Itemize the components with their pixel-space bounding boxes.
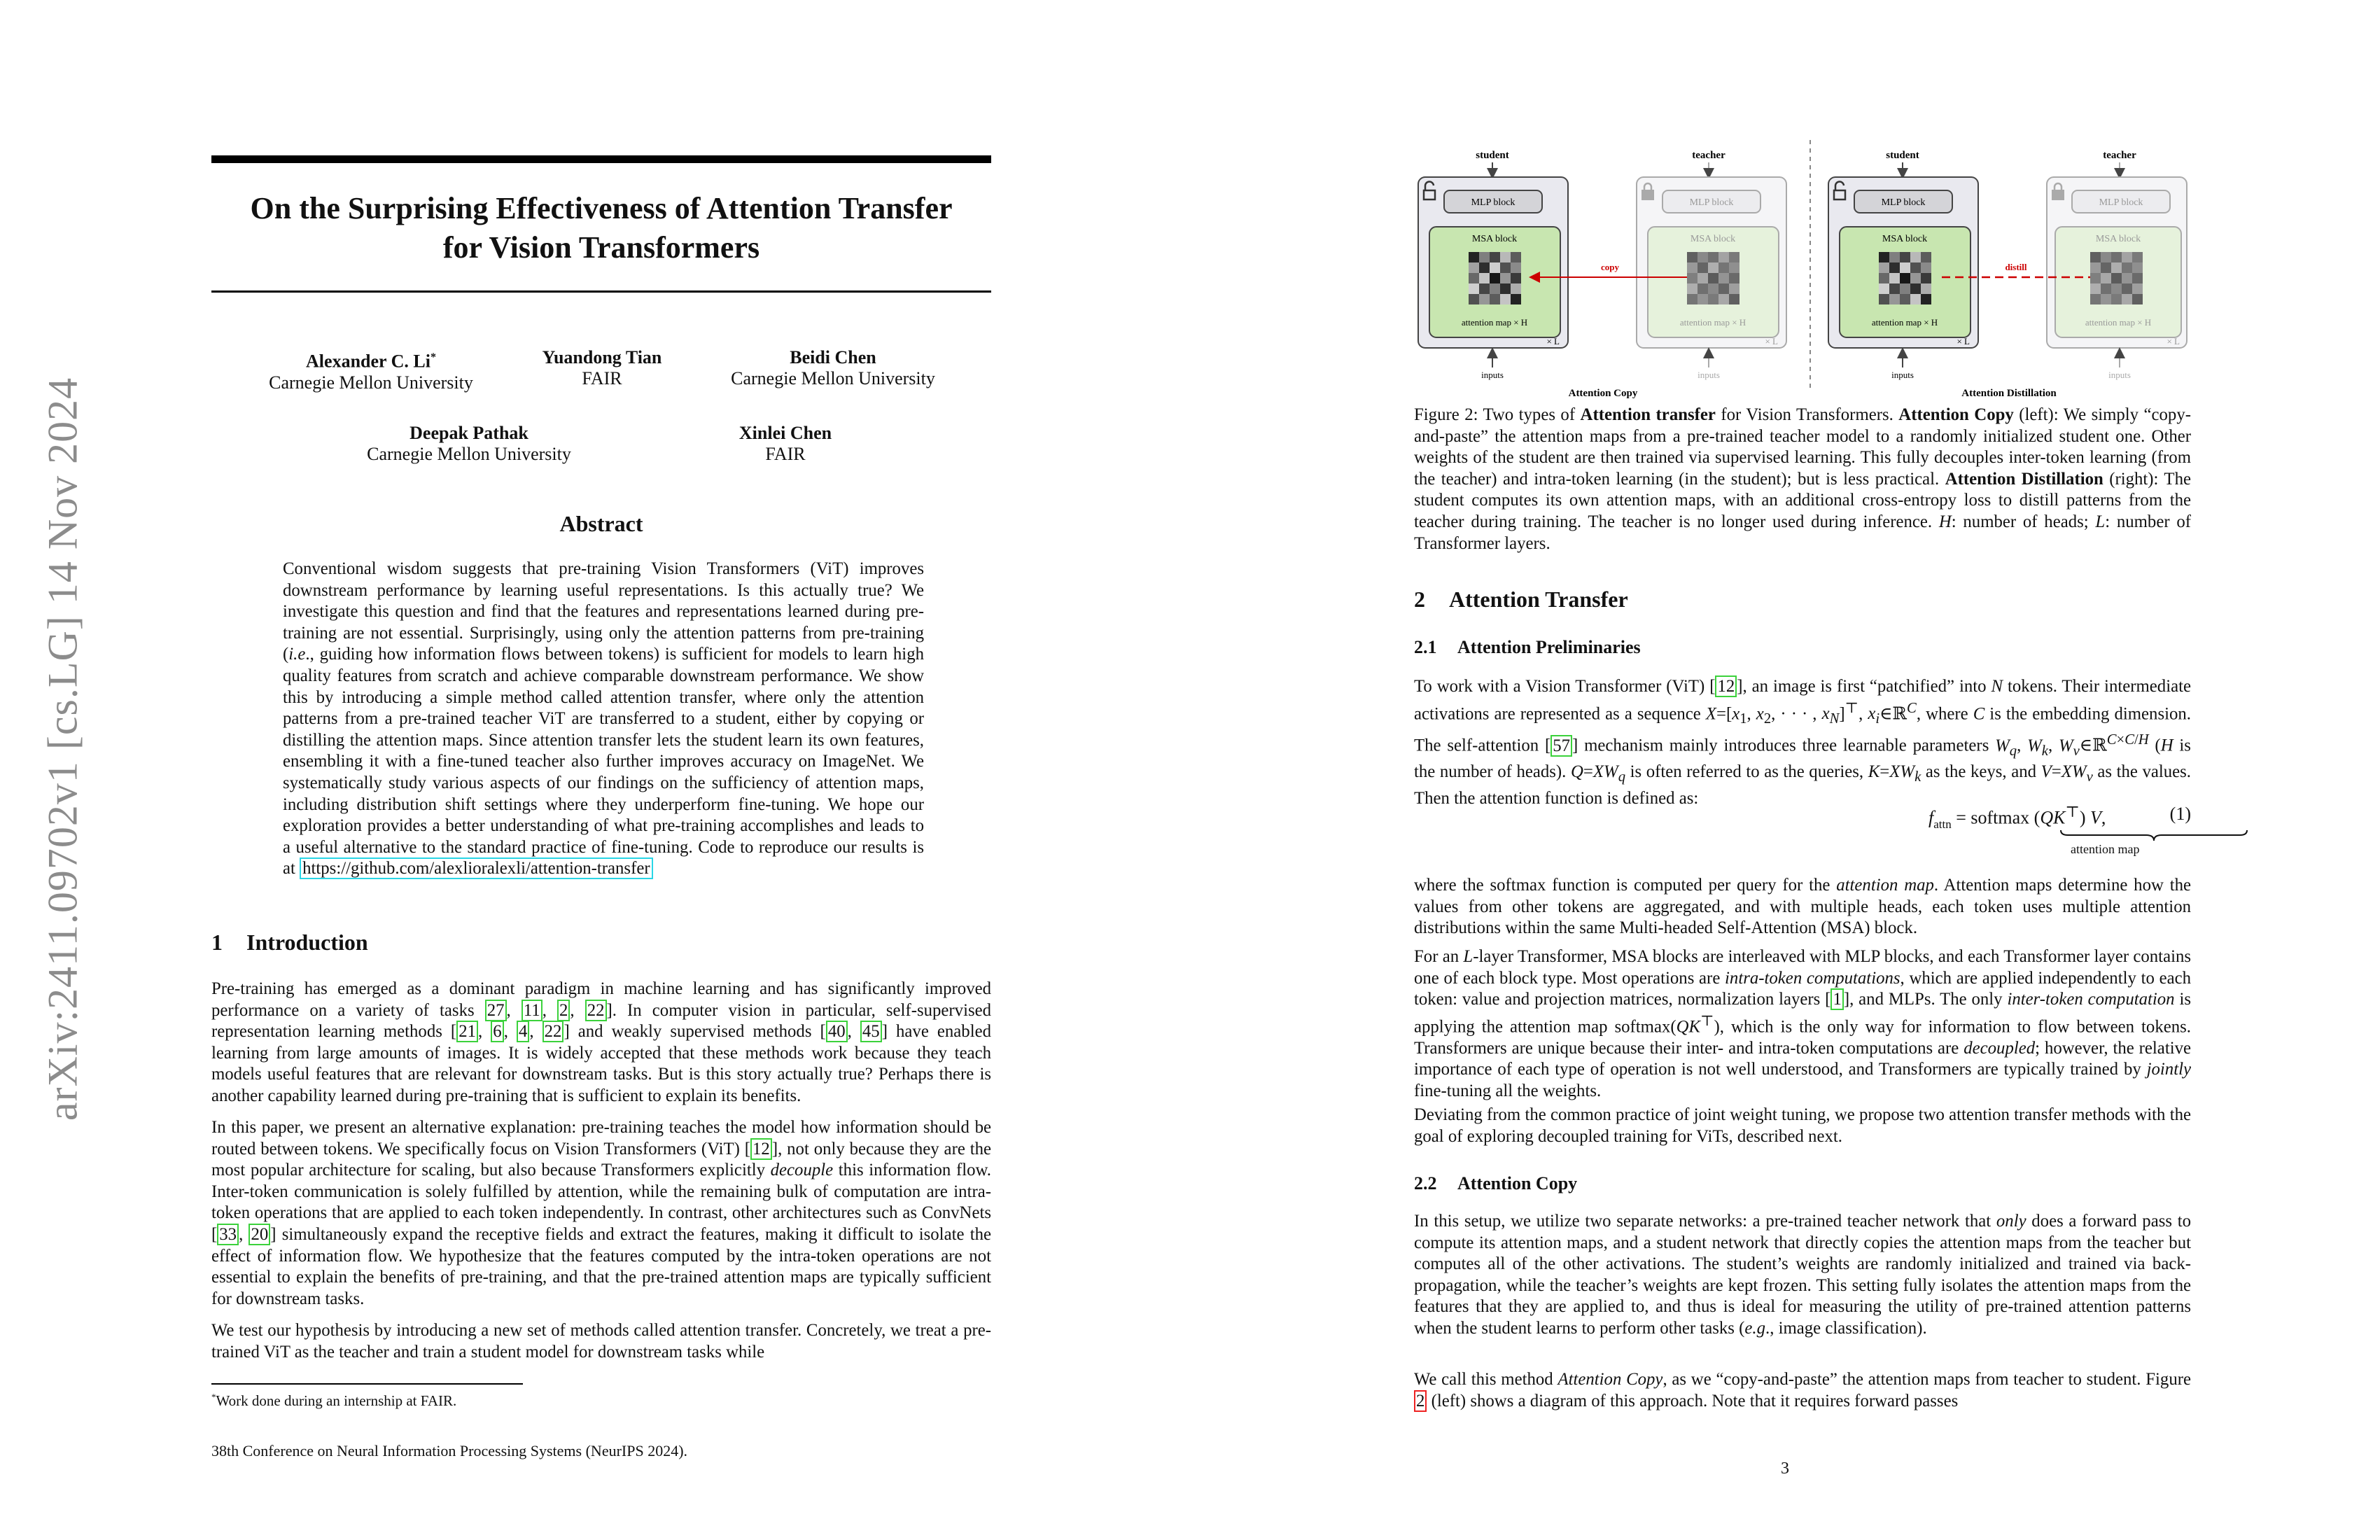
- attention-map-cell: [1511, 284, 1521, 294]
- subsection-heading-preliminaries: [1414, 637, 1641, 658]
- attention-map-cell: [2132, 262, 2143, 273]
- svg-text:attention map × H: attention map × H: [1461, 317, 1528, 328]
- footnote: *Work done during an internship at FAIR.: [211, 1392, 457, 1409]
- subsection-number: 2.2: [1414, 1173, 1437, 1194]
- teacher-attention-map-grid: [2090, 252, 2143, 304]
- section-heading-attention-transfer: [1414, 587, 1628, 612]
- svg-text:MLP block: MLP block: [1881, 197, 1926, 208]
- attention-map-cell: [1879, 252, 1889, 262]
- teacher-label: teacher: [1692, 150, 1726, 161]
- attention-map-cell: [1708, 284, 1718, 294]
- author-block: [693, 347, 973, 389]
- attention-map-cell: [2101, 273, 2111, 284]
- teacher-attention-map-grid: [1687, 252, 1740, 304]
- attention-map-cell: [1910, 294, 1921, 304]
- svg-text:MSA block: MSA block: [1471, 234, 1518, 244]
- svg-text:inputs: inputs: [1698, 370, 1720, 380]
- attention-map-cell: [1729, 273, 1740, 284]
- footnote-rule: [211, 1383, 523, 1385]
- attention-map-cell: [1729, 262, 1740, 273]
- attention-map-cell: [1490, 284, 1500, 294]
- attention-map-cell: [2090, 273, 2101, 284]
- label-attention-copy: Attention Copy: [1568, 388, 1638, 399]
- attention-map-cell: [1718, 262, 1729, 273]
- title-line-1: On the Surprising Effectiveness of Attention Transfer: [250, 191, 953, 225]
- attention-map-cell: [1729, 284, 1740, 294]
- section-heading-introduction: [211, 930, 368, 955]
- author-affiliation: Carnegie Mellon University: [269, 372, 473, 393]
- author-name: Xinlei Chen: [738, 423, 832, 443]
- attention-map-cell: [1708, 273, 1718, 284]
- attention-map-cell: [1900, 284, 1910, 294]
- section-title: Attention Transfer: [1449, 587, 1628, 612]
- svg-text:distill: distill: [2005, 262, 2027, 272]
- figure-2: [1414, 140, 2191, 406]
- attention-map-cell: [1479, 294, 1490, 304]
- attention-map-grid: [1469, 252, 1521, 304]
- attention-map-cell: [1900, 294, 1910, 304]
- equation-1: $f_{attn}$ = softmax (QK⊤) V, attention map (1): [1414, 798, 2191, 861]
- svg-text:× L: × L: [2166, 336, 2180, 346]
- title-bottom-rule: [211, 290, 991, 293]
- author-affiliation: FAIR: [582, 368, 622, 388]
- attention-map-cell: [1708, 262, 1718, 273]
- attention-map-cell: [1479, 273, 1490, 284]
- arxiv-stamp: [28, 377, 98, 1121]
- attention-map-cell: [1490, 273, 1500, 284]
- attention-map-cell: [1490, 294, 1500, 304]
- author-block: [329, 423, 609, 465]
- svg-text:× L: × L: [1956, 336, 1970, 346]
- attention-map-cell: [1687, 252, 1698, 262]
- attention-map-cell: [2111, 262, 2122, 273]
- svg-text:attention map × H: attention map × H: [2085, 317, 2152, 328]
- attention-map-cell: [1500, 284, 1511, 294]
- attention-map-cell: [1698, 273, 1708, 284]
- attention-map-cell: [1889, 273, 1900, 284]
- attention-map-cell: [1490, 262, 1500, 273]
- abstract-heading: Abstract: [559, 511, 643, 536]
- attention-map-cell: [1708, 252, 1718, 262]
- attention-map-paragraph: where the softmax function is computed per query for the attention map. Attention maps determine how the values from other tokens are aggregated, and with multiple heads, each token uses multiple attention distributions within the same Multi-headed Self-Attention (MSA) block.: [1414, 876, 2191, 938]
- attention-map-cell: [2101, 252, 2111, 262]
- author-block: [490, 347, 714, 389]
- attention-map-cell: [2101, 284, 2111, 294]
- abstract-body: Conventional wisdom suggests that pre-training Vision Transformers (ViT) improves downstream performance by learning useful representations. Is this actually true? We investigate this question and find that the features and representations learned during pre-training are not essential. Surprisingly, using only the attention patterns from pre-training (i.e., guiding how information flows between tokens) is sufficient for models to learn high quality features from scratch and achieve comparable downstream performance. We show this by introducing a simple method called attention transfer, where only the attention patterns from a pre-trained teacher ViT are transferred to a student, either by copying or distilling the attention maps. Since attention transfer lets the student learn its own features, ensembling it with a fine-tuned teacher also further improves accuracy on ImageNet. We systematically study various aspects of our findings on the sufficiency of attention maps, including distribution shift settings where they underperform fine-tuning. We hope our exploration provides a better understanding of what pre-training accomplishes and leads to a useful alternative to the standard practice of fine-tuning. Code to reproduce our results is at https://github.com/alexlioralexli/attention-transfer: [283, 559, 924, 878]
- attention-map-cell: [2122, 284, 2132, 294]
- attention-map-cell: [1469, 273, 1479, 284]
- attention-map-cell: [2132, 252, 2143, 262]
- attention-map-cell: [1718, 252, 1729, 262]
- attention-map-cell: [1889, 252, 1900, 262]
- author-name: Beidi Chen: [790, 347, 876, 368]
- panel-attention-distillation: [1828, 150, 2187, 399]
- attention-map-grid: [1879, 252, 1931, 304]
- subsection-number: 2.1: [1414, 637, 1437, 657]
- attention-map-cell: [2101, 294, 2111, 304]
- author-affiliation: FAIR: [765, 444, 806, 464]
- attention-map-cell: [1879, 294, 1889, 304]
- attention-map-cell: [1469, 284, 1479, 294]
- attention-map-cell: [1879, 262, 1889, 273]
- attention-copy-paragraph-2: We call this method Attention Copy, as we “copy-and-paste” the attention maps from teacher to student. Figure 2 (left) shows a diagram of this approach. Note that it requires forward passes: [1414, 1370, 2191, 1410]
- svg-text:MSA block: MSA block: [1882, 234, 1928, 244]
- author-affiliation: Carnegie Mellon University: [367, 444, 571, 464]
- venue-line: 38th Conference on Neural Information Processing Systems (NeurIPS 2024).: [211, 1442, 688, 1460]
- underbrace: [2059, 829, 2248, 841]
- section-number: 2: [1414, 587, 1425, 612]
- subsection-title: Attention Copy: [1457, 1173, 1578, 1194]
- page-number: 3: [1781, 1460, 1789, 1478]
- preliminaries-paragraph: To work with a Vision Transformer (ViT) [ 12 ], an image is first “patchified” into N tokens. Their intermediate activations are represented as a sequence $X=[x_1$, $x_2$, · · · , $x_N]^⊤$, $x_i\in ℝ^C$, where C is the embedding dimension. The self-attention [ 57 ] mechanism mainly introduces three learnable parameters $W_q$, $W_k$, $W_v\in ℝ^{C\times C/H}$ (H is the number of heads). $Q=XW_q$ is often referred to as the queries, $K=XW_k$ as the keys, and $V=XW_v$ as the values. Then the attention function is defined as:: [1414, 677, 2191, 808]
- title-top-rule: [211, 155, 991, 163]
- author-name: Alexander C. Li*: [306, 351, 436, 372]
- subsection-title: Attention Preliminaries: [1457, 637, 1641, 657]
- svg-text:MLP block: MLP block: [1689, 197, 1734, 208]
- attention-map-cell: [1511, 273, 1521, 284]
- svg-text:student: student: [1886, 150, 1919, 161]
- intro-paragraph-3: We test our hypothesis by introducing a new set of methods called attention transfer. Concretely, we treat a pre-trained ViT as the teacher and train a student model for downstream tasks while: [211, 1321, 991, 1362]
- svg-text:attention map × H: attention map × H: [1679, 317, 1746, 328]
- attention-map-cell: [1889, 262, 1900, 273]
- attention-map-cell: [1900, 262, 1910, 273]
- attention-map-cell: [1469, 252, 1479, 262]
- attention-map-cell: [2122, 273, 2132, 284]
- panel-attention-copy: [1418, 150, 1786, 399]
- attention-map-cell: [1889, 294, 1900, 304]
- attention-map-cell: [2090, 252, 2101, 262]
- attention-map-cell: [1687, 294, 1698, 304]
- arxiv-stamp-text: arXiv:2411.09702v1 [cs.LG] 14 Nov 2024: [39, 377, 86, 1121]
- subsection-heading-attention-copy: [1414, 1173, 1577, 1194]
- author-affiliation: Carnegie Mellon University: [731, 368, 935, 388]
- attention-map-cell: [2122, 252, 2132, 262]
- attention-map-cell: [1479, 284, 1490, 294]
- svg-text:MLP block: MLP block: [1471, 197, 1516, 208]
- attention-map-cell: [1469, 262, 1479, 273]
- attention-map-cell: [2090, 294, 2101, 304]
- section-title: Introduction: [246, 930, 368, 955]
- svg-text:MLP block: MLP block: [2099, 197, 2143, 208]
- code-link[interactable]: https://github.com/alexlioralexli/attention-transfer: [300, 858, 653, 879]
- attention-map-cell: [2111, 273, 2122, 284]
- attention-map-cell: [2132, 284, 2143, 294]
- attention-map-cell: [1500, 273, 1511, 284]
- attention-map-cell: [1511, 262, 1521, 273]
- attention-map-cell: [1900, 252, 1910, 262]
- attention-map-cell: [1500, 294, 1511, 304]
- attention-map-cell: [2111, 252, 2122, 262]
- attention-map-cell: [1729, 294, 1740, 304]
- attention-map-cell: [1687, 273, 1698, 284]
- layer-paragraph: For an L-layer Transformer, MSA blocks are interleaved with MLP blocks, and each Transformer layer contains one of each block type. Most operations are intra-token computations, which are applied independently to each token: value and projection matrices, normalization layers [ 1 ], and MLPs. The only inter-token computation is applying the attention map softmax(QK⊤), which is the only way for information to flow between tokens. Transformers are unique because their inter- and intra-token computations are decoupled; however, the relative importance of each type of operation is not well understood, and Transformers are typically trained by jointly fine-tuning all the weights.: [1414, 947, 2192, 1100]
- attention-copy-paragraph: In this setup, we utilize two separate networks: a pre-trained teacher network that only does a forward pass to compute its attention maps, and a student network that directly copies the attention maps from the teacher but computes all of the other activations. The student’s weights are randomly initialized and trained via back-propagation, while the teacher’s weights are kept frozen. This setting fully isolates the attention maps from the features that they are applied to, and thus is ideal for measuring the utility of pre-trained attention patterns when the student learns to perform other tasks (e.g., image classification).: [1414, 1212, 2191, 1338]
- svg-text:inputs: inputs: [2108, 370, 2131, 380]
- attention-map-cell: [1729, 252, 1740, 262]
- attention-map-cell: [2111, 284, 2122, 294]
- svg-text:× L: × L: [1546, 336, 1560, 346]
- attention-map-cell: [1687, 262, 1698, 273]
- equation-number: (1): [2169, 804, 2191, 824]
- attention-map-cell: [1687, 284, 1698, 294]
- author-name: Yuandong Tian: [542, 347, 662, 368]
- attention-map-cell: [1879, 284, 1889, 294]
- attention-map-cell: [1921, 273, 1931, 284]
- figure-caption: Figure 2: Two types of Attention transfer for Vision Transformers. Attention Copy (left): We simply “copy-and-paste” the attention maps from a pre-trained teacher model to a randomly initialized student one. Other weights of the student are then trained via supervised learning. This fully decouples inter-token learning (from the teacher) and intra-token learning (in the student); but is less practical. Attention Distillation (right): The student computes its own attention maps, with an additional cross-entropy loss to distill patterns from the teacher during training. The teacher is no longer used during inference. H: number of heads; L: number of Transformer layers.: [1414, 405, 2191, 553]
- svg-text:teacher: teacher: [2103, 150, 2136, 161]
- attention-map-cell: [1708, 294, 1718, 304]
- attention-map-cell: [1879, 273, 1889, 284]
- attention-map-cell: [1500, 262, 1511, 273]
- right-page: [1190, 0, 2380, 1540]
- author-block: [680, 423, 890, 465]
- svg-text:MSA block: MSA block: [2095, 234, 2141, 244]
- paper-title: [211, 189, 991, 267]
- attention-map-cell: [1910, 284, 1921, 294]
- attention-map-cell: [1910, 252, 1921, 262]
- attention-map-cell: [2132, 273, 2143, 284]
- underbrace-label: attention map: [2071, 842, 2140, 856]
- attention-map-cell: [1490, 252, 1500, 262]
- attention-map-cell: [2101, 262, 2111, 273]
- attention-transfer-diagram: [1414, 140, 2191, 406]
- attention-map-cell: [1511, 294, 1521, 304]
- deviating-paragraph: Deviating from the common practice of joint weight tuning, we propose two attention transfer methods with the goal of exploring decoupled training for ViTs, described next.: [1414, 1105, 2191, 1146]
- svg-text:inputs: inputs: [1481, 370, 1504, 380]
- attention-map-cell: [1511, 252, 1521, 262]
- attention-map-cell: [1479, 252, 1490, 262]
- student-label: student: [1476, 150, 1509, 161]
- intro-paragraph-2: In this paper, we present an alternative explanation: pre-training teaches the model how information should be routed between tokens. We specifically focus on Vision Transformers (ViT) [ 12 ], not only because they are the most popular architecture for scaling, but also because Transformers explicitly decouple this information flow. Inter-token communication is solely fulfilled by attention, while the remaining bulk of computation are intra-token operations that are applied to each token independently. In contrast, other architectures such as ConvNets [ 33 , 20 ] simultaneously expand the receptive fields and extract the features, making it difficult to isolate the effect of information flow. We hypothesize that the features computed by the intra-token operations are not essential to explain the benefits of pre-training, and that the pre-trained attention maps are typically sufficient for downstream tasks.: [211, 1118, 991, 1308]
- attention-map-cell: [2132, 294, 2143, 304]
- attention-map-cell: [1889, 284, 1900, 294]
- intro-paragraph-1: Pre-training has emerged as a dominant paradigm in machine learning and has significantly improved performance on a variety of tasks 27 , 11 , 2 , 22 ]. In computer vision in particular, self-supervised representation learning methods [ 21 , 6 , 4 , 22 ] and weakly supervised methods [ 40 , 45 ] have enabled learning from large amounts of images. It is widely accepted that these methods work because they teach models useful features that are relevant for downstream tasks. But is this story actually true? Perhaps there is another capability learned during pre-training that is sufficient to explain its benefits.: [211, 979, 992, 1105]
- attention-map-cell: [1718, 284, 1729, 294]
- attention-map-cell: [2122, 262, 2132, 273]
- attention-map-cell: [1698, 262, 1708, 273]
- attention-map-cell: [1718, 273, 1729, 284]
- attention-map-cell: [1500, 252, 1511, 262]
- title-line-2: for Vision Transformers: [442, 230, 760, 265]
- author-name: Deepak Pathak: [410, 423, 528, 443]
- attention-map-cell: [1469, 294, 1479, 304]
- attention-map-cell: [1921, 284, 1931, 294]
- attention-map-cell: [1698, 294, 1708, 304]
- attention-map-cell: [1479, 262, 1490, 273]
- attention-map-cell: [1718, 294, 1729, 304]
- attention-map-cell: [2090, 284, 2101, 294]
- attention-map-cell: [1698, 252, 1708, 262]
- svg-text:attention map × H: attention map × H: [1871, 317, 1938, 328]
- attention-map-cell: [1900, 273, 1910, 284]
- attention-map-cell: [2111, 294, 2122, 304]
- svg-text:× L: × L: [1765, 336, 1778, 346]
- svg-text:copy: copy: [1601, 262, 1619, 272]
- attention-map-cell: [1921, 262, 1931, 273]
- svg-text:inputs: inputs: [1891, 370, 1914, 380]
- attention-map-cell: [1921, 252, 1931, 262]
- label-attention-distillation: Attention Distillation: [1961, 388, 2057, 399]
- svg-text:MSA block: MSA block: [1690, 234, 1736, 244]
- attention-map-cell: [1921, 294, 1931, 304]
- section-number: 1: [211, 930, 223, 955]
- author-block: [231, 347, 511, 393]
- attention-map-cell: [2090, 262, 2101, 273]
- attention-map-cell: [1910, 262, 1921, 273]
- attention-map-cell: [2122, 294, 2132, 304]
- attention-map-cell: [1910, 273, 1921, 284]
- attention-map-cell: [1698, 284, 1708, 294]
